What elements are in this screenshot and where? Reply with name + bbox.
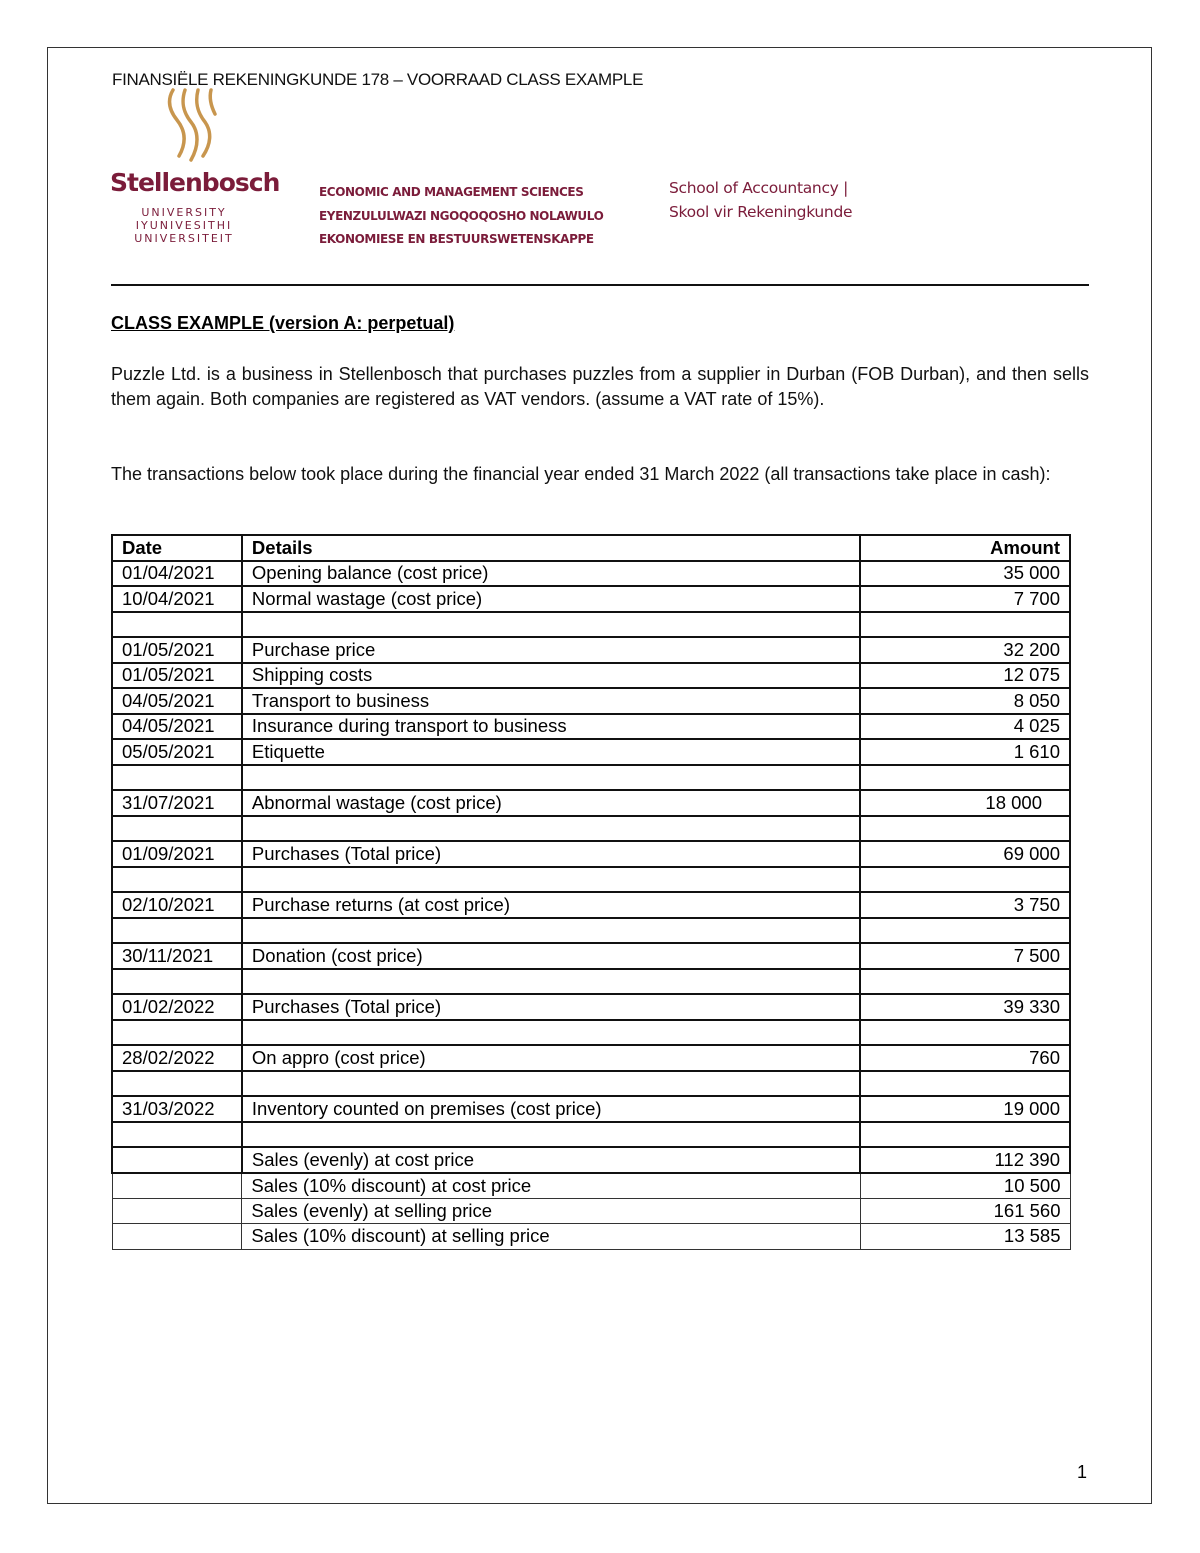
faculty-line: EKONOMIESE EN BESTUURSWETENSKAPPE xyxy=(319,232,594,246)
table-row-empty xyxy=(112,1122,1070,1148)
transactions-table xyxy=(111,534,1071,1250)
document-header-title: FINANSIËLE REKENINGKUNDE 178 – VOORRAAD CLASS EXAMPLE xyxy=(112,70,644,89)
cell-details: On appro (cost price) xyxy=(242,1045,860,1071)
cell-amount xyxy=(860,1122,1070,1148)
cell-date xyxy=(112,1147,242,1173)
cell-details: Shipping costs xyxy=(242,663,860,689)
school-line: School of Accountancy | xyxy=(669,179,849,197)
cell-date: 01/02/2022 xyxy=(112,994,242,1020)
table-row xyxy=(112,790,1070,816)
column-header-date: Date xyxy=(112,535,242,561)
table-row xyxy=(112,892,1070,918)
cell-amount: 39 330 xyxy=(860,994,1070,1020)
cell-details: Sales (evenly) at selling price xyxy=(242,1198,860,1224)
cell-amount: 112 390 xyxy=(860,1147,1070,1173)
cell-amount: 7 700 xyxy=(860,586,1070,612)
cell-amount: 7 500 xyxy=(860,943,1070,969)
table-row xyxy=(112,1096,1070,1122)
table-row xyxy=(112,1045,1070,1071)
cell-date xyxy=(112,1071,242,1097)
logo-wordmark: Stellenbosch xyxy=(110,168,280,197)
cell-details xyxy=(242,765,860,791)
cell-date xyxy=(112,1122,242,1148)
table-row xyxy=(112,1198,1070,1224)
table-row-empty xyxy=(112,816,1070,842)
cell-amount: 8 050 xyxy=(860,688,1070,714)
table-row-empty xyxy=(112,918,1070,944)
cell-details xyxy=(242,1020,860,1046)
table-row xyxy=(112,943,1070,969)
cell-details: Normal wastage (cost price) xyxy=(242,586,860,612)
cell-amount xyxy=(860,765,1070,791)
cell-amount: 10 500 xyxy=(860,1173,1070,1199)
table-row xyxy=(112,663,1070,689)
section-title: CLASS EXAMPLE (version A: perpetual) xyxy=(111,313,455,333)
table-header-row xyxy=(112,535,1070,561)
table-row-empty xyxy=(112,1071,1070,1097)
table-row-empty xyxy=(112,612,1070,638)
table-row-empty xyxy=(112,867,1070,893)
table-row xyxy=(112,994,1070,1020)
cell-amount: 19 000 xyxy=(860,1096,1070,1122)
cell-amount: 12 075 xyxy=(860,663,1070,689)
cell-details: Abnormal wastage (cost price) xyxy=(242,790,860,816)
logo-subtitle xyxy=(128,206,240,245)
table-row xyxy=(112,841,1070,867)
cell-date: 10/04/2021 xyxy=(112,586,242,612)
cell-details: Purchases (Total price) xyxy=(242,841,860,867)
cell-date xyxy=(112,1020,242,1046)
cell-date xyxy=(112,612,242,638)
faculty-name xyxy=(319,181,603,252)
cell-details xyxy=(242,1071,860,1097)
cell-amount xyxy=(860,612,1070,638)
cell-details xyxy=(242,816,860,842)
cell-amount xyxy=(860,1020,1070,1046)
transactions-paragraph: The transactions below took place during the financial year ended 31 March 2022 (all transactions take place in cash): xyxy=(111,464,1051,484)
cell-date: 01/05/2021 xyxy=(112,637,242,663)
cell-amount: 32 200 xyxy=(860,637,1070,663)
cell-amount xyxy=(860,1071,1070,1097)
logo-sub-line: UNIVERSITEIT xyxy=(134,232,234,245)
table-row xyxy=(112,1224,1070,1250)
cell-date xyxy=(112,918,242,944)
table-row xyxy=(112,739,1070,765)
cell-date xyxy=(112,765,242,791)
cell-amount: 3 750 xyxy=(860,892,1070,918)
cell-date: 04/05/2021 xyxy=(112,714,242,740)
school-name xyxy=(669,176,852,224)
cell-date: 31/07/2021 xyxy=(112,790,242,816)
faculty-line: ECONOMIC AND MANAGEMENT SCIENCES xyxy=(319,185,584,199)
table-row xyxy=(112,586,1070,612)
cell-date: 30/11/2021 xyxy=(112,943,242,969)
logo-sub-line: UNIVERSITY xyxy=(141,206,227,219)
cell-details: Sales (10% discount) at cost price xyxy=(242,1173,860,1199)
cell-amount xyxy=(860,816,1070,842)
cell-date: 01/05/2021 xyxy=(112,663,242,689)
cell-details: Inventory counted on premises (cost price) xyxy=(242,1096,860,1122)
cell-date: 05/05/2021 xyxy=(112,739,242,765)
cell-details xyxy=(242,612,860,638)
table-row xyxy=(112,714,1070,740)
cell-date xyxy=(112,1198,242,1224)
cell-amount: 69 000 xyxy=(860,841,1070,867)
table-row-empty xyxy=(112,1020,1070,1046)
cell-date xyxy=(112,1224,242,1250)
table-row xyxy=(112,688,1070,714)
cell-details xyxy=(242,918,860,944)
cell-amount: 1 610 xyxy=(860,739,1070,765)
faculty-line: EYENZULULWAZI NGOQOQOSHO NOLAWULO xyxy=(319,208,604,223)
table-row xyxy=(112,1147,1070,1173)
cell-date: 04/05/2021 xyxy=(112,688,242,714)
table-row xyxy=(112,1173,1070,1199)
cell-amount: 4 025 xyxy=(860,714,1070,740)
table-row-empty xyxy=(112,765,1070,791)
cell-date: 01/04/2021 xyxy=(112,561,242,587)
cell-date: 28/02/2022 xyxy=(112,1045,242,1071)
cell-details: Donation (cost price) xyxy=(242,943,860,969)
table-row-empty xyxy=(112,969,1070,995)
cell-details: Transport to business xyxy=(242,688,860,714)
cell-date: 31/03/2022 xyxy=(112,1096,242,1122)
cell-date: 02/10/2021 xyxy=(112,892,242,918)
cell-date: 01/09/2021 xyxy=(112,841,242,867)
page-number: 1 xyxy=(1077,1462,1088,1482)
cell-details: Purchase returns (at cost price) xyxy=(242,892,860,918)
cell-details: Etiquette xyxy=(242,739,860,765)
school-line: Skool vir Rekeningkunde xyxy=(669,203,853,221)
cell-amount: 760 xyxy=(860,1045,1070,1071)
cell-details xyxy=(242,867,860,893)
cell-details: Purchases (Total price) xyxy=(242,994,860,1020)
cell-date xyxy=(112,816,242,842)
stellenbosch-logo-icon xyxy=(165,86,220,164)
cell-amount: 13 585 xyxy=(860,1224,1070,1250)
cell-amount xyxy=(860,969,1070,995)
cell-details: Purchase price xyxy=(242,637,860,663)
logo-sub-line: IYUNIVESITHI xyxy=(135,219,233,232)
cell-details xyxy=(242,969,860,995)
cell-date xyxy=(112,1173,242,1199)
cell-date xyxy=(112,867,242,893)
cell-details: Sales (evenly) at cost price xyxy=(242,1147,860,1173)
cell-amount xyxy=(860,918,1070,944)
cell-details: Sales (10% discount) at selling price xyxy=(242,1224,860,1250)
cell-amount: 161 560 xyxy=(860,1198,1070,1224)
header-divider xyxy=(111,284,1089,286)
cell-amount: 18 000 xyxy=(860,790,1070,816)
table-row xyxy=(112,561,1070,587)
cell-details: Insurance during transport to business xyxy=(242,714,860,740)
cell-amount: 35 000 xyxy=(860,561,1070,587)
column-header-details: Details xyxy=(242,535,860,561)
table-row xyxy=(112,637,1070,663)
cell-details xyxy=(242,1122,860,1148)
cell-date xyxy=(112,969,242,995)
column-header-amount: Amount xyxy=(860,535,1070,561)
cell-amount xyxy=(860,867,1070,893)
intro-paragraph: Puzzle Ltd. is a business in Stellenbosch that purchases puzzles from a supplier in Durban (FOB Durban), and then sells them again. Both companies are registered as VAT vendors. (assume a VAT rate of 15%). xyxy=(111,364,1089,409)
cell-details: Opening balance (cost price) xyxy=(242,561,860,587)
